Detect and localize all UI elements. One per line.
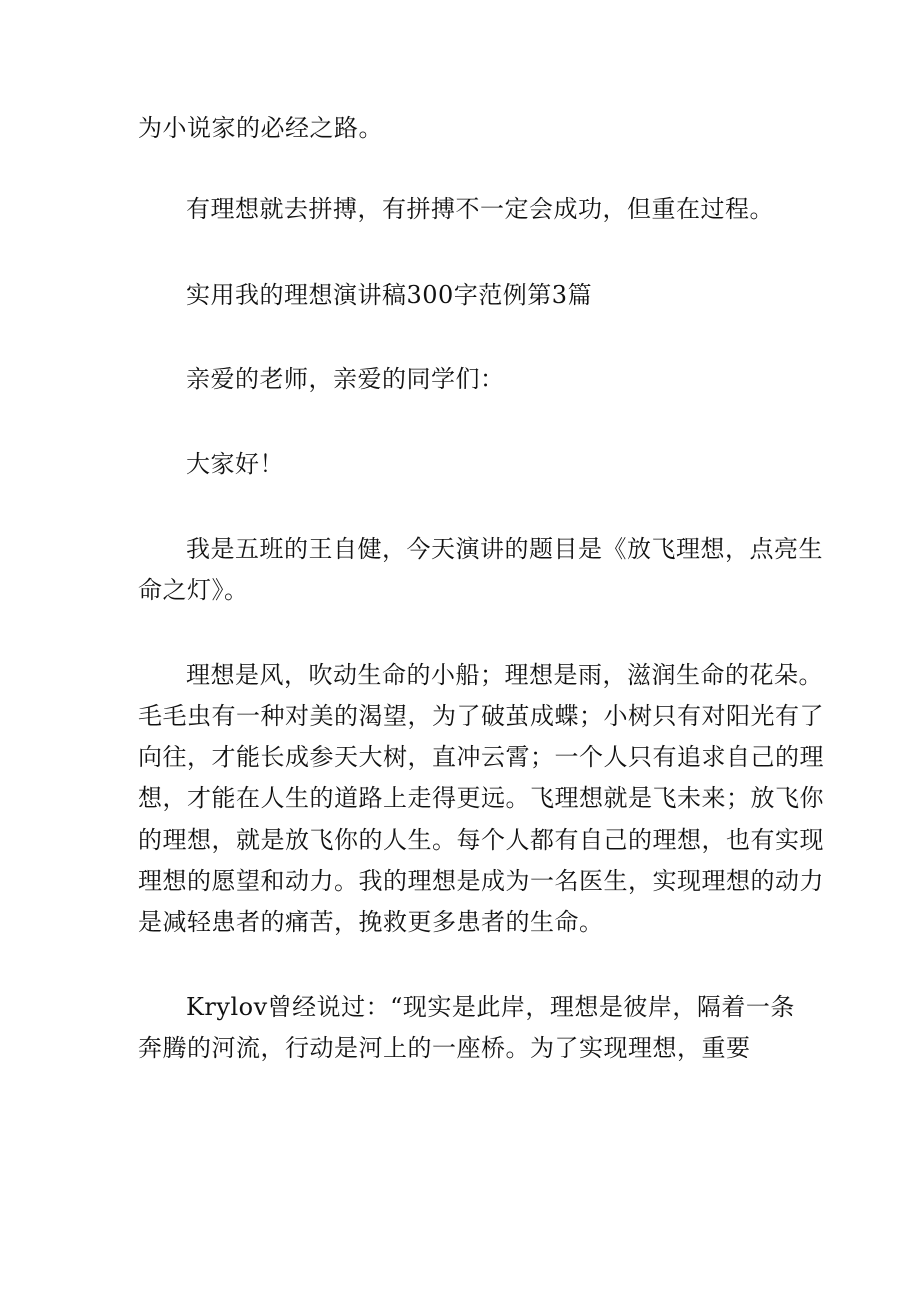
section-heading: 实用我的理想演讲稿300字范例第3篇: [186, 281, 593, 309]
text-line: 向往，才能长成参天大树，直冲云霄；一个人只有追求自己的理: [138, 743, 824, 771]
greeting: 大家好！: [186, 450, 284, 478]
text-line: 理想是风，吹动生命的小船；理想是雨，滋润生命的花朵。: [186, 661, 823, 689]
text-line: 毛毛虫有一种对美的渴望，为了破茧成蝶；小树只有对阳光有了: [138, 702, 824, 730]
text-line: 奔腾的河流，行动是河上的一座桥。为了实现理想，重要: [138, 1034, 751, 1062]
text-line: 想，才能在人生的道路上走得更远。飞理想就是飞未来；放飞你: [138, 784, 824, 812]
text-line: 有理想就去拼搏，有拼搏不一定会成功，但重在过程。: [186, 195, 774, 223]
text-line: 的理想，就是放飞你的人生。每个人都有自己的理想，也有实现: [138, 826, 824, 854]
text-line: 是减轻患者的痛苦，挽救更多患者的生命。: [138, 908, 604, 936]
text-line: 为小说家的必经之路。: [138, 114, 383, 142]
text-line: Krylov曾经说过：“现实是此岸，理想是彼岸，隔着一条: [186, 993, 795, 1021]
text-line: 我是五班的王自健，今天演讲的题目是《放飞理想，点亮生: [186, 535, 823, 563]
salutation: 亲爱的老师，亲爱的同学们：: [186, 365, 505, 393]
text-line: 理想的愿望和动力。我的理想是成为一名医生，实现理想的动力: [138, 867, 824, 895]
text-line: 命之灯》。: [138, 576, 249, 604]
